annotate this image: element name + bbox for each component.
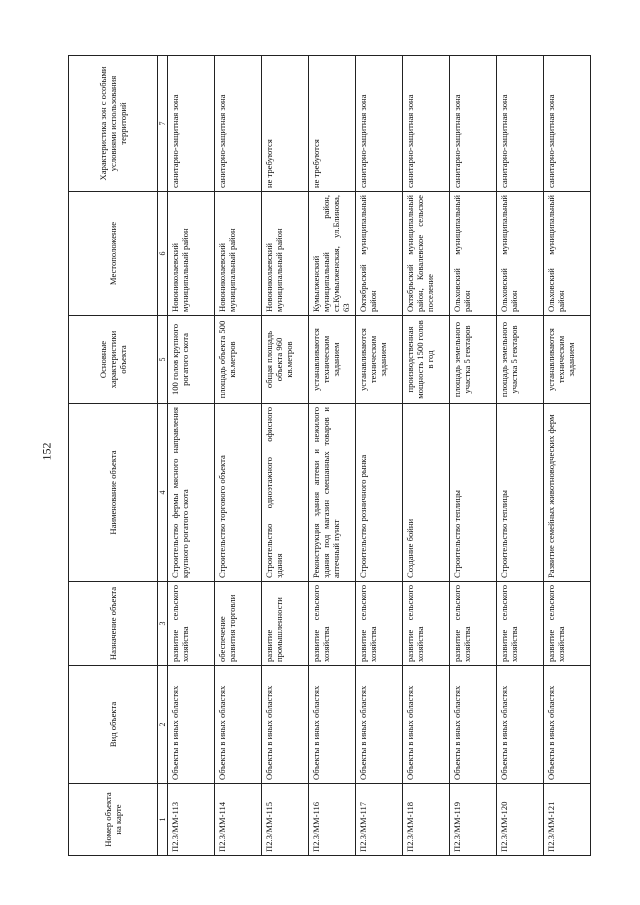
header-object-name: Наименование объекта [69,404,158,582]
table-row [215,56,262,856]
cell-object-name: Строительство теплицы [450,404,497,582]
cell-object-purpose: развитие сельского хозяйства [309,582,356,666]
page-number: 152 [39,442,54,461]
column-number-row [158,56,168,856]
cell-object-number: П2.3/ММ-118 [403,784,450,856]
cell-zone-characteristics: санитарно-защитная зона [403,56,450,192]
column-number: 5 [158,316,168,404]
cell-object-purpose: развитие сельского хозяйства [544,582,591,666]
cell-object-type: Объекты в иных областях [403,666,450,784]
cell-object-type: Объекты в иных областях [262,666,309,784]
cell-object-type: Объекты в иных областях [168,666,215,784]
cell-object-number: П2.3/ММ-117 [356,784,403,856]
cell-zone-characteristics: не требуются [309,56,356,192]
cell-object-name: Строительство розничного рынка [356,404,403,582]
cell-object-number: П2.3/ММ-120 [497,784,544,856]
cell-location: Новониколаевский муниципальный район [262,192,309,316]
cell-main-characteristics: общая площадь объекта 960 кв.метров [262,316,309,404]
cell-object-type: Объекты в иных областях [215,666,262,784]
cell-object-number: П2.3/ММ-113 [168,784,215,856]
header-location: Местоположение [69,192,158,316]
cell-zone-characteristics: санитарно-защитная зона [215,56,262,192]
cell-location: Новониколаевский муниципальный район [215,192,262,316]
cell-object-number: П2.3/ММ-114 [215,784,262,856]
cell-main-characteristics: производственная мощность 1500 голов в год [403,316,450,404]
rotated-page-content [68,56,588,856]
cell-object-type: Объекты в иных областях [450,666,497,784]
cell-object-name: Строительство одноэтажного офисного здания [262,404,309,582]
cell-object-name: Строительство торгового объекта [215,404,262,582]
column-number: 1 [158,784,168,856]
cell-object-purpose: обеспечение развития торговли [215,582,262,666]
table-row [403,56,450,856]
cell-zone-characteristics: санитарно-защитная зона [356,56,403,192]
cell-object-number: П2.3/ММ-119 [450,784,497,856]
cell-main-characteristics: площадь земельного участка 5 гектаров [450,316,497,404]
cell-zone-characteristics: не требуются [262,56,309,192]
cell-zone-characteristics: санитарно-защитная зона [544,56,591,192]
table-row [309,56,356,856]
header-object-purpose: Назначение объекта [69,582,158,666]
objects-table [68,55,591,856]
header-zone-characteristics: Характеристика зон с особыми условиями использования территорий [69,56,158,192]
cell-object-purpose: развитие сельского хозяйства [168,582,215,666]
cell-zone-characteristics: санитарно-защитная зона [497,56,544,192]
cell-object-number: П2.3/ММ-115 [262,784,309,856]
column-number: 6 [158,192,168,316]
header-main-characteristics: Основные характеристики объекта [69,316,158,404]
cell-zone-characteristics: санитарно-защитная зона [450,56,497,192]
cell-object-purpose: развитие сельского хозяйства [497,582,544,666]
cell-object-number: П2.3/ММ-116 [309,784,356,856]
table-row [262,56,309,856]
cell-object-type: Объекты в иных областях [497,666,544,784]
cell-main-characteristics: площадь земельного участка 5 гектаров [497,316,544,404]
column-number: 2 [158,666,168,784]
cell-zone-characteristics: санитарно-защитная зона [168,56,215,192]
cell-object-purpose: развитие сельского хозяйства [356,582,403,666]
table-row [544,56,591,856]
cell-location: Октябрьский муниципальный район, Ковалевское сельское поселение [403,192,450,316]
cell-object-purpose: развитие сельского хозяйства [403,582,450,666]
cell-object-name: Строительство фермы мясного направления крупного рогатого скота [168,404,215,582]
cell-location: Октябрьский муниципальный район [356,192,403,316]
cell-main-characteristics: устанавливаются техническим заданием [356,316,403,404]
cell-object-type: Объекты в иных областях [544,666,591,784]
cell-object-purpose: развитие промышленности [262,582,309,666]
table-row [497,56,544,856]
column-number: 4 [158,404,168,582]
table-row [356,56,403,856]
cell-object-type: Объекты в иных областях [356,666,403,784]
header-object-number: Номер объекта на карте [69,784,158,856]
table-row [168,56,215,856]
table-row [450,56,497,856]
cell-location: Ольховский муниципальный район [450,192,497,316]
cell-object-purpose: развитие сельского хозяйства [450,582,497,666]
cell-object-name: Развитие семейных животноводческих ферм [544,404,591,582]
header-row [69,56,158,856]
column-number: 3 [158,582,168,666]
cell-object-type: Объекты в иных областях [309,666,356,784]
cell-object-name: Реконструкция здания аптеки и нежилого здания под магазин смешанных товаров и аптечный пункт [309,404,356,582]
cell-location: Новониколаевский муниципальный район [168,192,215,316]
column-number: 7 [158,56,168,192]
cell-main-characteristics: устанавливаются техническим заданием [544,316,591,404]
cell-main-characteristics: площадь объекта 500 кв.метров [215,316,262,404]
cell-location: Кумылженский муниципальный район, ст.Кумылженская, ул.Блинова, 63 [309,192,356,316]
header-object-type: Вид объекта [69,666,158,784]
cell-main-characteristics: 100 голов крупного рогатого скота [168,316,215,404]
cell-main-characteristics: устанавливаются техническим заданием [309,316,356,404]
cell-location: Ольховский муниципальный район [544,192,591,316]
cell-object-name: Создание бойни [403,404,450,582]
cell-object-name: Строительство теплицы [497,404,544,582]
cell-object-number: П2.3/ММ-121 [544,784,591,856]
cell-location: Ольховский муниципальный район [497,192,544,316]
